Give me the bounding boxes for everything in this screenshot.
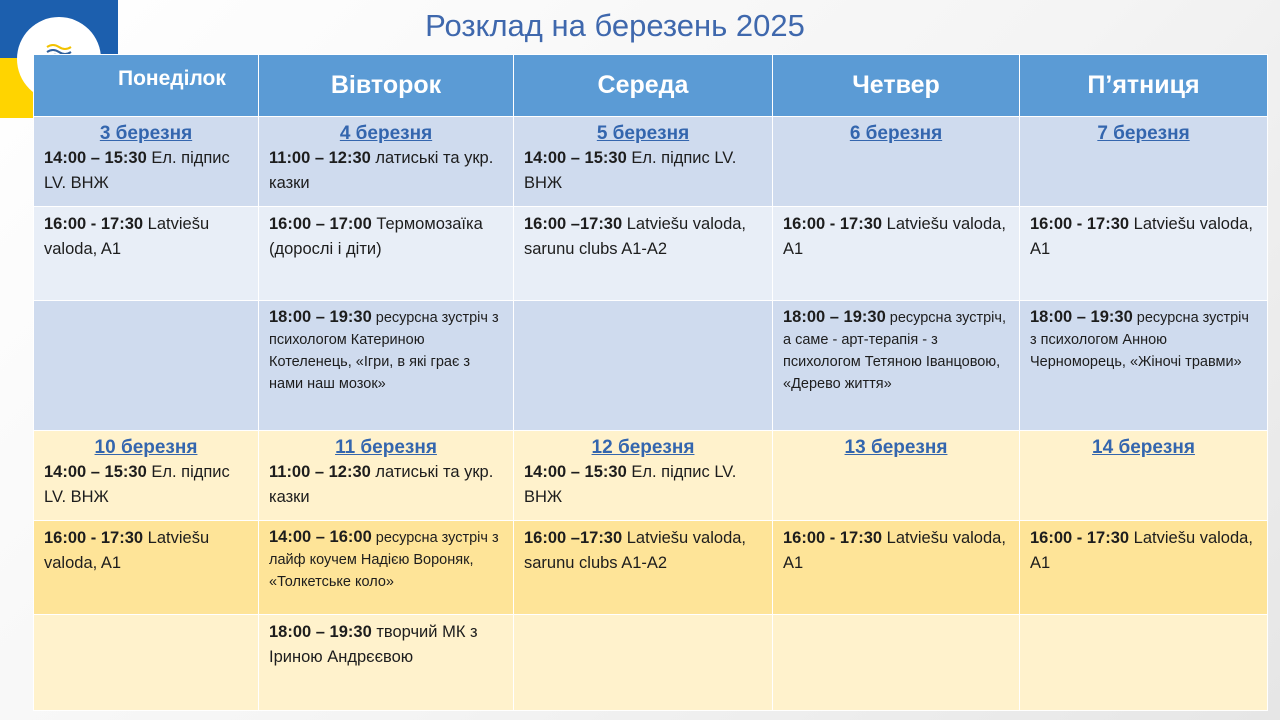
schedule-cell-monday <box>34 207 259 301</box>
schedule-cell-monday <box>34 615 259 711</box>
schedule-cell-thursday <box>773 207 1020 301</box>
event-time: 18:00 – 19:30 <box>783 308 886 326</box>
schedule-cell-wednesday <box>514 301 773 431</box>
schedule-cell-wednesday <box>514 431 773 521</box>
event-entry <box>524 526 762 576</box>
schedule-cell-monday <box>34 117 259 207</box>
schedule-cell-tuesday <box>259 521 514 615</box>
schedule-cell-wednesday <box>514 615 773 711</box>
date-link[interactable]: 11 березня <box>335 437 437 458</box>
event-entry <box>44 212 248 262</box>
date-link[interactable]: 12 березня <box>591 437 695 458</box>
event-title: Ел. підпис LV. ВНЖ <box>44 149 230 192</box>
event-title: Ел. підпис LV. ВНЖ <box>44 463 230 506</box>
event-entry <box>269 306 503 395</box>
date-link[interactable]: 14 березня <box>1092 437 1195 458</box>
event-time: 16:00 - 17:30 <box>1030 215 1130 233</box>
event-entry <box>269 460 503 510</box>
event-time: 18:00 – 19:30 <box>269 623 372 641</box>
schedule-cell-thursday <box>773 615 1020 711</box>
schedule-row <box>34 521 1268 615</box>
schedule-cell-wednesday <box>514 117 773 207</box>
event-entry <box>524 146 762 196</box>
event-title: Latviešu valoda, A1 <box>783 529 1006 572</box>
event-entry <box>783 212 1009 262</box>
event-title: Latviešu valoda, sarunu clubs A1-A2 <box>524 215 747 258</box>
event-entry <box>1030 212 1257 262</box>
schedule-cell-tuesday <box>259 117 514 207</box>
schedule-cell-friday <box>1020 301 1268 431</box>
date-link[interactable]: 10 березня <box>94 437 198 458</box>
event-title: ресурсна зустріч, а саме - арт-терапія - з психологом Тетяною Іванцовою, «Дерево життя» <box>783 310 1006 392</box>
schedule-cell-tuesday <box>259 431 514 521</box>
schedule-cell-friday <box>1020 117 1268 207</box>
event-entry <box>44 146 248 196</box>
event-title: творчий МК з Іриною Андрєєвою <box>269 623 478 666</box>
schedule-cell-friday <box>1020 431 1268 521</box>
event-title: Ел. підпис LV. ВНЖ <box>524 463 737 506</box>
event-title: ресурсна зустріч з психологом Катериною Котеленець, «Ігри, в які грає з нами наш мозок» <box>269 310 499 392</box>
event-title: Latviešu valoda, A1 <box>44 215 210 258</box>
schedule-cell-thursday <box>773 301 1020 431</box>
event-time: 16:00 - 17:30 <box>1030 529 1130 547</box>
event-time: 16:00 - 17:30 <box>44 215 144 233</box>
event-entry <box>1030 526 1257 576</box>
event-entry <box>269 146 503 196</box>
schedule-row <box>34 117 1268 207</box>
weekday-header-tuesday: Вівторок <box>259 55 514 117</box>
schedule-row <box>34 615 1268 711</box>
event-time: 16:00 –17:30 <box>524 215 623 233</box>
schedule-row <box>34 207 1268 301</box>
weekday-header-friday: П’ятниця <box>1020 55 1268 117</box>
schedule-cell-tuesday <box>259 207 514 301</box>
weekday-header-row <box>34 55 1268 117</box>
schedule-cell-thursday <box>773 117 1020 207</box>
event-entry <box>524 460 762 510</box>
schedule-cell-friday <box>1020 615 1268 711</box>
page-title: Розклад на березень 2025 <box>425 8 805 43</box>
event-entry <box>1030 306 1257 373</box>
date-link[interactable]: 6 березня <box>849 123 943 144</box>
schedule-cell-monday <box>34 431 259 521</box>
schedule-row <box>34 301 1268 431</box>
schedule-cell-thursday <box>773 431 1020 521</box>
event-time: 16:00 - 17:30 <box>44 529 144 547</box>
schedule-row <box>34 431 1268 521</box>
schedule-cell-monday <box>34 301 259 431</box>
schedule-cell-tuesday <box>259 301 514 431</box>
event-title: латиські та укр. казки <box>269 149 494 192</box>
event-title: Latviešu valoda, A1 <box>44 529 210 572</box>
event-time: 16:00 - 17:30 <box>783 529 883 547</box>
date-link[interactable]: 13 березня <box>844 437 948 458</box>
date-link[interactable]: 4 березня <box>339 123 433 144</box>
event-entry <box>269 620 503 670</box>
event-title: Latviešu valoda, A1 <box>1030 529 1253 572</box>
schedule-cell-friday <box>1020 521 1268 615</box>
event-time: 18:00 – 19:30 <box>1030 308 1133 326</box>
date-link[interactable]: 3 березня <box>99 123 193 144</box>
event-entry <box>783 306 1009 395</box>
schedule-cell-monday <box>34 521 259 615</box>
date-link[interactable]: 7 березня <box>1097 123 1190 144</box>
event-time: 14:00 – 15:30 <box>44 149 147 167</box>
schedule-table <box>33 54 1268 711</box>
event-entry <box>44 460 248 510</box>
date-link[interactable]: 5 березня <box>596 123 690 144</box>
schedule-cell-tuesday <box>259 615 514 711</box>
event-entry <box>524 212 762 262</box>
event-time: 16:00 –17:30 <box>524 529 623 547</box>
event-time: 14:00 – 15:30 <box>524 463 627 481</box>
event-title: Термомозаїка (дорослі і діти) <box>269 215 483 258</box>
event-title: Latviešu valoda, A1 <box>783 215 1006 258</box>
event-time: 14:00 – 15:30 <box>44 463 147 481</box>
event-entry <box>269 526 503 593</box>
event-entry <box>44 526 248 576</box>
event-title: ресурсна зустріч з психологом Анною Черноморець, «Жіночі травми» <box>1030 310 1249 370</box>
weekday-header-monday: Понеділок <box>34 55 259 117</box>
event-entry <box>783 526 1009 576</box>
event-time: 14:00 – 15:30 <box>524 149 627 167</box>
event-entry <box>269 212 503 262</box>
schedule-cell-friday <box>1020 207 1268 301</box>
event-title: Ел. підпис LV. ВНЖ <box>524 149 737 192</box>
schedule-cell-wednesday <box>514 521 773 615</box>
event-time: 18:00 – 19:30 <box>269 308 372 326</box>
schedule-cell-wednesday <box>514 207 773 301</box>
event-title: Latviešu valoda, A1 <box>1030 215 1253 258</box>
event-time: 11:00 – 12:30 <box>269 149 371 167</box>
event-time: 16:00 – 17:00 <box>269 215 372 233</box>
weekday-header-wednesday: Середа <box>514 55 773 117</box>
event-time: 16:00 - 17:30 <box>783 215 883 233</box>
event-time: 11:00 – 12:30 <box>269 463 371 481</box>
event-title: ресурсна зустріч з лайф коучем Надією Вороняк, «Толкетське коло» <box>269 530 499 590</box>
event-title: Latviešu valoda, sarunu clubs A1-A2 <box>524 529 747 572</box>
event-title: латиські та укр. казки <box>269 463 494 506</box>
event-time: 14:00 – 16:00 <box>269 528 372 546</box>
weekday-header-thursday: Четвер <box>773 55 1020 117</box>
schedule-cell-thursday <box>773 521 1020 615</box>
